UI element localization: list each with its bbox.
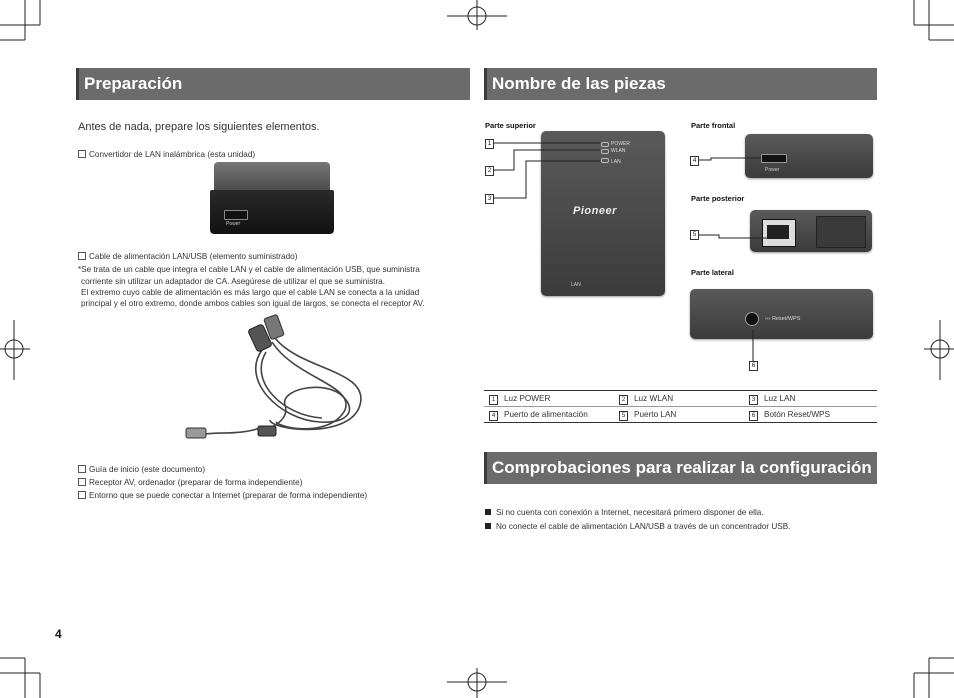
converter-top — [214, 162, 330, 192]
power-port-icon — [224, 210, 248, 220]
checkbox-icon — [78, 478, 86, 486]
part-name-4: Puerto de alimentación — [504, 410, 588, 419]
piezas-header — [484, 68, 877, 100]
comprobaciones-title: Comprobaciones para realizar la configuración — [492, 458, 872, 477]
checkbox-icon — [78, 491, 86, 499]
checkbox-icon — [78, 252, 86, 260]
item-guide-text: Guía de inicio (este documento) — [89, 465, 206, 474]
table-row — [484, 391, 877, 407]
cable-note-4: principal y el otro extremo, donde ambos cables son igual de largos, se conecta el receptor AV. — [81, 299, 425, 308]
part-name-6: Botón Reset/WPS — [764, 410, 830, 419]
table-num-4: 4 — [489, 411, 498, 421]
rear-panel-recess — [816, 216, 866, 248]
table-row — [484, 407, 877, 423]
lan-port-label: LAN — [571, 282, 581, 288]
parts-table — [484, 390, 877, 423]
callout-4: 4 — [690, 156, 699, 166]
side-view-label: Parte lateral — [691, 268, 734, 277]
part-name-1: Luz POWER — [504, 394, 551, 403]
reset-wps-text: Reset/WPS — [772, 316, 801, 322]
cable-note-3: El extremo cuyo cable de alimentación es más largo que el cable LAN se conecta a la unidad — [81, 288, 420, 297]
device-side-view — [690, 289, 873, 339]
preparacion-title: Preparación — [84, 74, 183, 93]
side-leader — [748, 330, 758, 364]
list-item — [485, 522, 790, 531]
top-view-leaders — [494, 135, 604, 205]
item-internet — [78, 491, 367, 500]
table-num-2: 2 — [619, 395, 628, 405]
checkbox-icon — [78, 150, 86, 158]
bullet-text-2: No conecte el cable de alimentación LAN/USB a través de un concentrador USB. — [496, 522, 791, 531]
comprobaciones-header — [484, 452, 877, 484]
pioneer-logo: Pioneer — [573, 205, 617, 217]
list-item — [485, 508, 764, 517]
item-receiver — [78, 478, 302, 487]
item-cable-text: Cable de alimentación LAN/USB (elemento suministrado) — [89, 252, 298, 261]
item-cable — [78, 252, 297, 261]
table-num-5: 5 — [619, 411, 628, 421]
item-receiver-text: Receptor AV, ordenador (preparar de forma independiente) — [89, 478, 303, 487]
preparacion-intro: Antes de nada, prepare los siguientes elementos. — [78, 121, 320, 133]
rear-view-label: Parte posterior — [691, 194, 745, 203]
callout-5: 5 — [690, 230, 699, 240]
part-name-2: Luz WLAN — [634, 394, 674, 403]
led-lan-label: LAN — [611, 159, 621, 165]
piezas-title: Nombre de las piezas — [492, 74, 666, 93]
reset-arrows-icon: ‹‹‹ — [765, 316, 773, 322]
part-name-5: Puerto LAN — [634, 410, 677, 419]
converter-illustration — [210, 162, 334, 234]
item-converter-text: Convertidor de LAN inalámbrica (esta unidad) — [89, 150, 256, 159]
rear-leader — [699, 228, 779, 248]
callout-2: 2 — [485, 166, 494, 176]
front-power-label: Power — [765, 167, 780, 173]
item-internet-text: Entorno que se puede conectar a Internet (preparar de forma independiente) — [89, 491, 368, 500]
checkbox-icon — [78, 465, 86, 473]
converter-power-label: Power — [226, 221, 241, 227]
front-leader — [699, 150, 769, 170]
table-num-1: 1 — [489, 395, 498, 405]
reset-button-icon — [745, 312, 759, 326]
reset-wps-label — [765, 316, 800, 322]
table-num-6: 6 — [749, 411, 758, 421]
item-converter — [78, 150, 255, 159]
callout-3: 3 — [485, 194, 494, 204]
cable-note-1: *Se trata de un cable que integra el cable LAN y el cable de alimentación USB, que suministra — [78, 265, 420, 274]
front-view-label: Parte frontal — [691, 121, 736, 130]
page-number: 4 — [55, 627, 62, 641]
item-guide — [78, 465, 205, 474]
table-num-3: 3 — [749, 395, 758, 405]
callout-1: 1 — [485, 139, 494, 149]
cable-note-2: corriente sin utilizar un adaptador de CA. Asegúrese de utilizar el que se suministra. — [81, 277, 386, 286]
part-name-3: Luz LAN — [764, 394, 796, 403]
led-power-label: POWER — [611, 141, 630, 147]
bullet-text-1: Si no cuenta con conexión a Internet, necesitará primero disponer de ella. — [496, 508, 764, 517]
callout-6: 6 — [749, 361, 758, 371]
cable-illustration — [180, 310, 380, 450]
top-view-label: Parte superior — [485, 121, 536, 130]
bullet-icon — [485, 523, 491, 529]
preparacion-header — [76, 68, 470, 100]
led-wlan-label: WLAN — [611, 148, 626, 154]
bullet-icon — [485, 509, 491, 515]
